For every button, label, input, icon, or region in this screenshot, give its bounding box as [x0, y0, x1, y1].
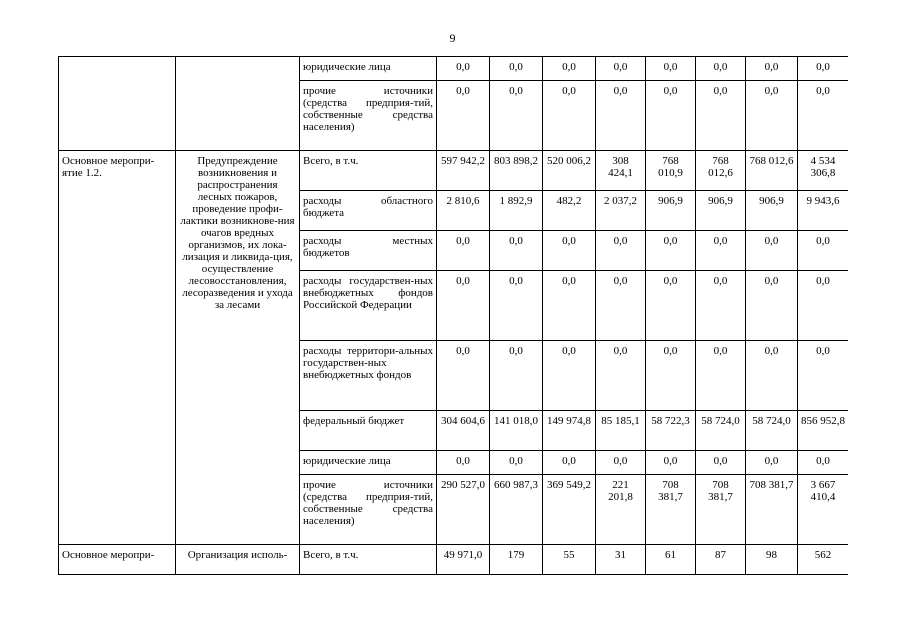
value-cell: 0,0	[746, 271, 798, 341]
value-cell: 31	[596, 545, 646, 575]
funding-source-cell: прочие источники (средства предприя-тий, собственные средства населения)	[300, 475, 437, 545]
value-cell: 2 810,6	[437, 191, 490, 231]
value-cell: 0,0	[798, 451, 849, 475]
value-cell: 482,2	[543, 191, 596, 231]
value-cell: 0,0	[437, 271, 490, 341]
value-cell: 906,9	[746, 191, 798, 231]
funding-source-cell: расходы территори-альных государствен-ных внебюджетных фондов	[300, 341, 437, 411]
value-cell: 0,0	[490, 271, 543, 341]
value-cell: 0,0	[437, 451, 490, 475]
value-cell: 0,0	[696, 451, 746, 475]
value-cell: 0,0	[490, 231, 543, 271]
value-cell: 179	[490, 545, 543, 575]
value-cell: 0,0	[437, 231, 490, 271]
value-cell: 0,0	[437, 341, 490, 411]
value-cell: 1 892,9	[490, 191, 543, 231]
value-cell: 221 201,8	[596, 475, 646, 545]
value-cell: 369 549,2	[543, 475, 596, 545]
value-cell: 906,9	[696, 191, 746, 231]
value-cell: 0,0	[543, 271, 596, 341]
funding-source-cell: Всего, в т.ч.	[300, 545, 437, 575]
value-cell: 0,0	[746, 81, 798, 151]
value-cell: 0,0	[596, 81, 646, 151]
value-cell: 0,0	[696, 271, 746, 341]
value-cell: 768 012,6	[696, 151, 746, 191]
funding-source-cell: юридические лица	[300, 57, 437, 81]
value-cell: 55	[543, 545, 596, 575]
value-cell: 0,0	[437, 81, 490, 151]
budget-table	[58, 56, 848, 575]
value-cell: 906,9	[646, 191, 696, 231]
value-cell: 0,0	[696, 341, 746, 411]
value-cell: 0,0	[646, 341, 696, 411]
value-cell: 0,0	[437, 57, 490, 81]
value-cell: 4 534 306,8	[798, 151, 849, 191]
value-cell: 0,0	[696, 81, 746, 151]
value-cell: 58 722,3	[646, 411, 696, 451]
value-cell: 0,0	[543, 451, 596, 475]
value-cell: 856 952,8	[798, 411, 849, 451]
value-cell: 0,0	[746, 341, 798, 411]
value-cell: 98	[746, 545, 798, 575]
funding-source-cell: федеральный бюджет	[300, 411, 437, 451]
value-cell: 0,0	[646, 81, 696, 151]
value-cell: 58 724,0	[746, 411, 798, 451]
value-cell: 562	[798, 545, 849, 575]
activity-description-cell	[176, 57, 300, 151]
value-cell: 85 185,1	[596, 411, 646, 451]
value-cell: 0,0	[490, 57, 543, 81]
value-cell: 0,0	[798, 57, 849, 81]
value-cell: 0,0	[696, 57, 746, 81]
value-cell: 141 018,0	[490, 411, 543, 451]
funding-source-cell: юридические лица	[300, 451, 437, 475]
value-cell: 0,0	[543, 81, 596, 151]
value-cell: 0,0	[596, 57, 646, 81]
value-cell: 708 381,7	[746, 475, 798, 545]
value-cell: 58 724,0	[696, 411, 746, 451]
funding-source-cell: расходы областного бюджета	[300, 191, 437, 231]
value-cell: 708 381,7	[646, 475, 696, 545]
page-number: 9	[449, 31, 456, 45]
value-cell: 768 012,6	[746, 151, 798, 191]
value-cell: 0,0	[798, 271, 849, 341]
table-row	[59, 57, 849, 81]
activity-name-cell: Основное меропри-	[59, 545, 176, 575]
value-cell: 61	[646, 545, 696, 575]
funding-source-cell: расходы местных бюджетов	[300, 231, 437, 271]
value-cell: 3 667 410,4	[798, 475, 849, 545]
value-cell: 0,0	[490, 451, 543, 475]
value-cell: 0,0	[646, 231, 696, 271]
value-cell: 0,0	[696, 231, 746, 271]
value-cell: 290 527,0	[437, 475, 490, 545]
activity-name-cell	[59, 57, 176, 151]
value-cell: 0,0	[798, 341, 849, 411]
value-cell: 0,0	[543, 57, 596, 81]
value-cell: 0,0	[646, 57, 696, 81]
activity-description-cell: Предупреждение возникновения и распространения лесных пожаров, проведение профи-лактики возникнове-ния очагов вредных организмов, их лока-лизация и ликвида-ция, осуществление лесовосстановления, лесоразведения и ухода за лесами	[176, 151, 300, 545]
value-cell: 803 898,2	[490, 151, 543, 191]
value-cell: 660 987,3	[490, 475, 543, 545]
value-cell: 0,0	[490, 341, 543, 411]
value-cell: 9 943,6	[798, 191, 849, 231]
value-cell: 0,0	[646, 271, 696, 341]
value-cell: 0,0	[746, 57, 798, 81]
value-cell: 2 037,2	[596, 191, 646, 231]
table-row	[59, 151, 849, 191]
value-cell: 87	[696, 545, 746, 575]
value-cell: 49 971,0	[437, 545, 490, 575]
value-cell: 520 006,2	[543, 151, 596, 191]
value-cell: 308 424,1	[596, 151, 646, 191]
funding-source-cell: расходы государствен-ных внебюджетных фондов Российской Федерации	[300, 271, 437, 341]
value-cell: 0,0	[596, 451, 646, 475]
value-cell: 0,0	[596, 341, 646, 411]
value-cell: 0,0	[596, 271, 646, 341]
value-cell: 0,0	[596, 231, 646, 271]
value-cell: 0,0	[490, 81, 543, 151]
value-cell: 0,0	[543, 341, 596, 411]
value-cell: 0,0	[798, 81, 849, 151]
value-cell: 0,0	[646, 451, 696, 475]
value-cell: 0,0	[798, 231, 849, 271]
value-cell: 708 381,7	[696, 475, 746, 545]
value-cell: 304 604,6	[437, 411, 490, 451]
activity-name-cell: Основное меропри-ятие 1.2.	[59, 151, 176, 545]
value-cell: 768 010,9	[646, 151, 696, 191]
table-row	[59, 545, 849, 575]
value-cell: 149 974,8	[543, 411, 596, 451]
activity-description-cell: Организация исполь-	[176, 545, 300, 575]
funding-source-cell: Всего, в т.ч.	[300, 151, 437, 191]
value-cell: 0,0	[746, 231, 798, 271]
funding-source-cell: прочие источники (средства предприя-тий, собственные средства населения)	[300, 81, 437, 151]
value-cell: 0,0	[543, 231, 596, 271]
budget-table-container	[58, 56, 848, 578]
value-cell: 597 942,2	[437, 151, 490, 191]
value-cell: 0,0	[746, 451, 798, 475]
